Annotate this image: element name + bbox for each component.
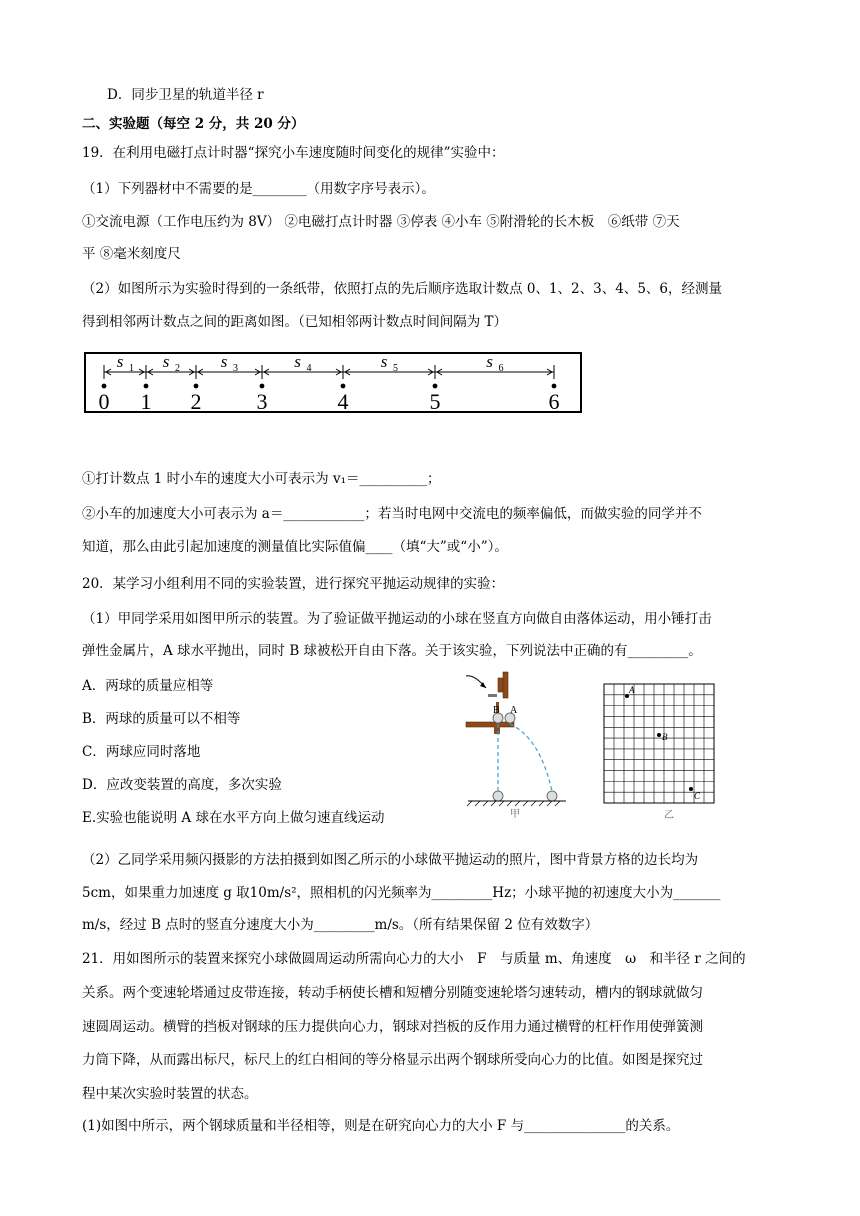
q20-part2-cont2: m/s，经过 B 点时的竖直分速度大小为_________m/s。（所有结果保留 2 位有效数字） (82, 917, 599, 933)
q20-part1: （1）甲同学采用如图甲所示的装置。为了验证做平抛运动的小球在竖直方向做自由落体运动，用小锤打击 (82, 611, 712, 627)
q19-part1: （1）下列器材中不需要的是________（用数字序号表示）。 (82, 181, 435, 197)
figure-jia-caption: 甲 (510, 809, 520, 820)
ticker-tape-figure (84, 343, 584, 415)
tape-dot (102, 384, 107, 389)
tape-point-label: 0 (98, 389, 110, 414)
q21-stem-cont4: 程中某次实验时装置的状态。 (82, 1086, 258, 1102)
section-title: 二、实验题（每空 2 分，共 20 分） (82, 116, 305, 132)
q21-stem-cont3: 力筒下降，从而露出标尺，标尺上的红白相间的等分格显示出两个钢球所受向心力的比值。如图是探究过 (82, 1052, 703, 1068)
q20-option-e: E.实验也能说明 A 球在水平方向上做匀速直线运动 (82, 810, 385, 826)
tape-segment-label: s (220, 352, 228, 371)
q21-stem-cont2: 速圆周运动。横臂的挡板对钢球的压力提供向心力，钢球对挡板的反作用力通过横臂的杠杆作用使弹簧测 (82, 1019, 703, 1035)
q19-part2: （2）如图所示为实验时得到的一条纸带，依照打点的先后顺序选取计数点 0、1、2、3、4、5、6，经测量 (82, 281, 723, 297)
q21-part1: (1)如图中所示，两个钢球质量和半径相等，则是在研究向心力的大小 F 与_______________的关系。 (82, 1118, 680, 1134)
tape-segment-label: s (380, 352, 388, 371)
q21-stem: 21．用如图所示的装置来探究小球做圆周运动所需向心力的大小 F 与质量 m、角速度 ω 和半径 r 之间的 (82, 951, 746, 967)
tape-segment-subscript: 2 (175, 363, 180, 374)
q20-stem: 20．某学习小组利用不同的实验装置，进行探究平抛运动规律的实验： (82, 576, 505, 592)
ball-b-label: B (493, 705, 500, 716)
q21-stem-cont1: 关系。两个变速轮塔通过皮带连接，转动手柄使长槽和短槽分别随变速轮塔匀速转动，槽内的钢球就做匀 (82, 985, 703, 1001)
tape-segment-subscript: 4 (306, 363, 312, 374)
tape-point-label: 4 (337, 389, 349, 414)
option-d-line: D．同步卫星的轨道半径 r (107, 87, 264, 103)
tape-point-label: 1 (140, 389, 152, 414)
grid-point-a-label: A (629, 685, 635, 695)
tape-dot (144, 384, 149, 389)
ball-a-label: A (510, 705, 518, 716)
tape-dot (433, 384, 438, 389)
tape-segment-label: s (294, 352, 301, 371)
grid-point-c-label: C (694, 791, 701, 801)
q19-stem: 19．在利用电磁打点计时器“探究小车速度随时间变化的规律”实验中： (82, 145, 505, 161)
q19-a-line-cont: 知道，那么由此引起加速度的测量值比实际值偏____（填“大”或“小”）。 (82, 539, 508, 555)
tape-segment-label: s (162, 352, 170, 371)
q20-option-b: B．两球的质量可以不相等 (82, 711, 241, 727)
tape-segment-subscript: 3 (233, 363, 238, 374)
tape-dot (552, 384, 557, 389)
q20-option-a: A．两球的质量应相等 (82, 678, 214, 694)
tape-dot (341, 384, 346, 389)
q19-equipment-list: ①交流电源（工作电压约为 8V） ②电磁打点计时器 ③停表 ④小车 ⑤附滑轮的长木板 ⑥纸带 ⑦天 (82, 214, 680, 230)
q20-option-d: D．应改变装置的高度，多次实验 (82, 777, 282, 793)
q20-part2-cont: 5cm，如果重力加速度 g 取10m/s²，照相机的闪光频率为_________Hz；小球平抛的初速度大小为_______ (82, 885, 721, 901)
tape-dot (194, 384, 199, 389)
q20-part2: （2）乙同学采用频闪摄影的方法拍摄到如图乙所示的小球做平抛运动的照片，图中背景方格的边长均为 (82, 852, 699, 868)
figure-yi-caption: 乙 (664, 810, 674, 821)
q19-equipment-list-cont: 平 ⑧毫米刻度尺 (82, 246, 181, 262)
apparatus-figure-jia (460, 668, 570, 820)
q19-v1-line: ①打计数点 1 时小车的速度大小可表示为 v₁＝__________； (82, 471, 441, 487)
q19-a-line: ②小车的加速度大小可表示为 a＝____________；若当时电网中交流电的频率偏低，而做实验的同学并不 (82, 506, 702, 522)
strobe-grid-figure-yi (600, 682, 720, 822)
q19-part2-cont: 得到相邻两计数点之间的距离如图。（已知相邻两计数点时间间隔为 T） (82, 314, 508, 330)
tape-point-label: 6 (548, 389, 560, 414)
tape-point-label: 2 (190, 389, 202, 414)
tape-dot (260, 384, 265, 389)
tape-segment-subscript: 6 (498, 363, 504, 374)
tape-segment-subscript: 5 (393, 363, 398, 374)
tape-point-label: 5 (429, 389, 441, 414)
tape-segment-label: s (116, 352, 124, 371)
q20-option-c: C．两球应同时落地 (82, 744, 201, 760)
grid-point-b-label: B (662, 732, 668, 742)
tape-segment-subscript: 1 (129, 363, 134, 374)
q20-part1-cont: 弹性金属片，A 球水平抛出，同时 B 球被松开自由下落。关于该实验，下列说法中正确的有_________。 (82, 643, 702, 659)
tape-segment-label: s (486, 352, 493, 371)
tape-point-label: 3 (256, 389, 268, 414)
